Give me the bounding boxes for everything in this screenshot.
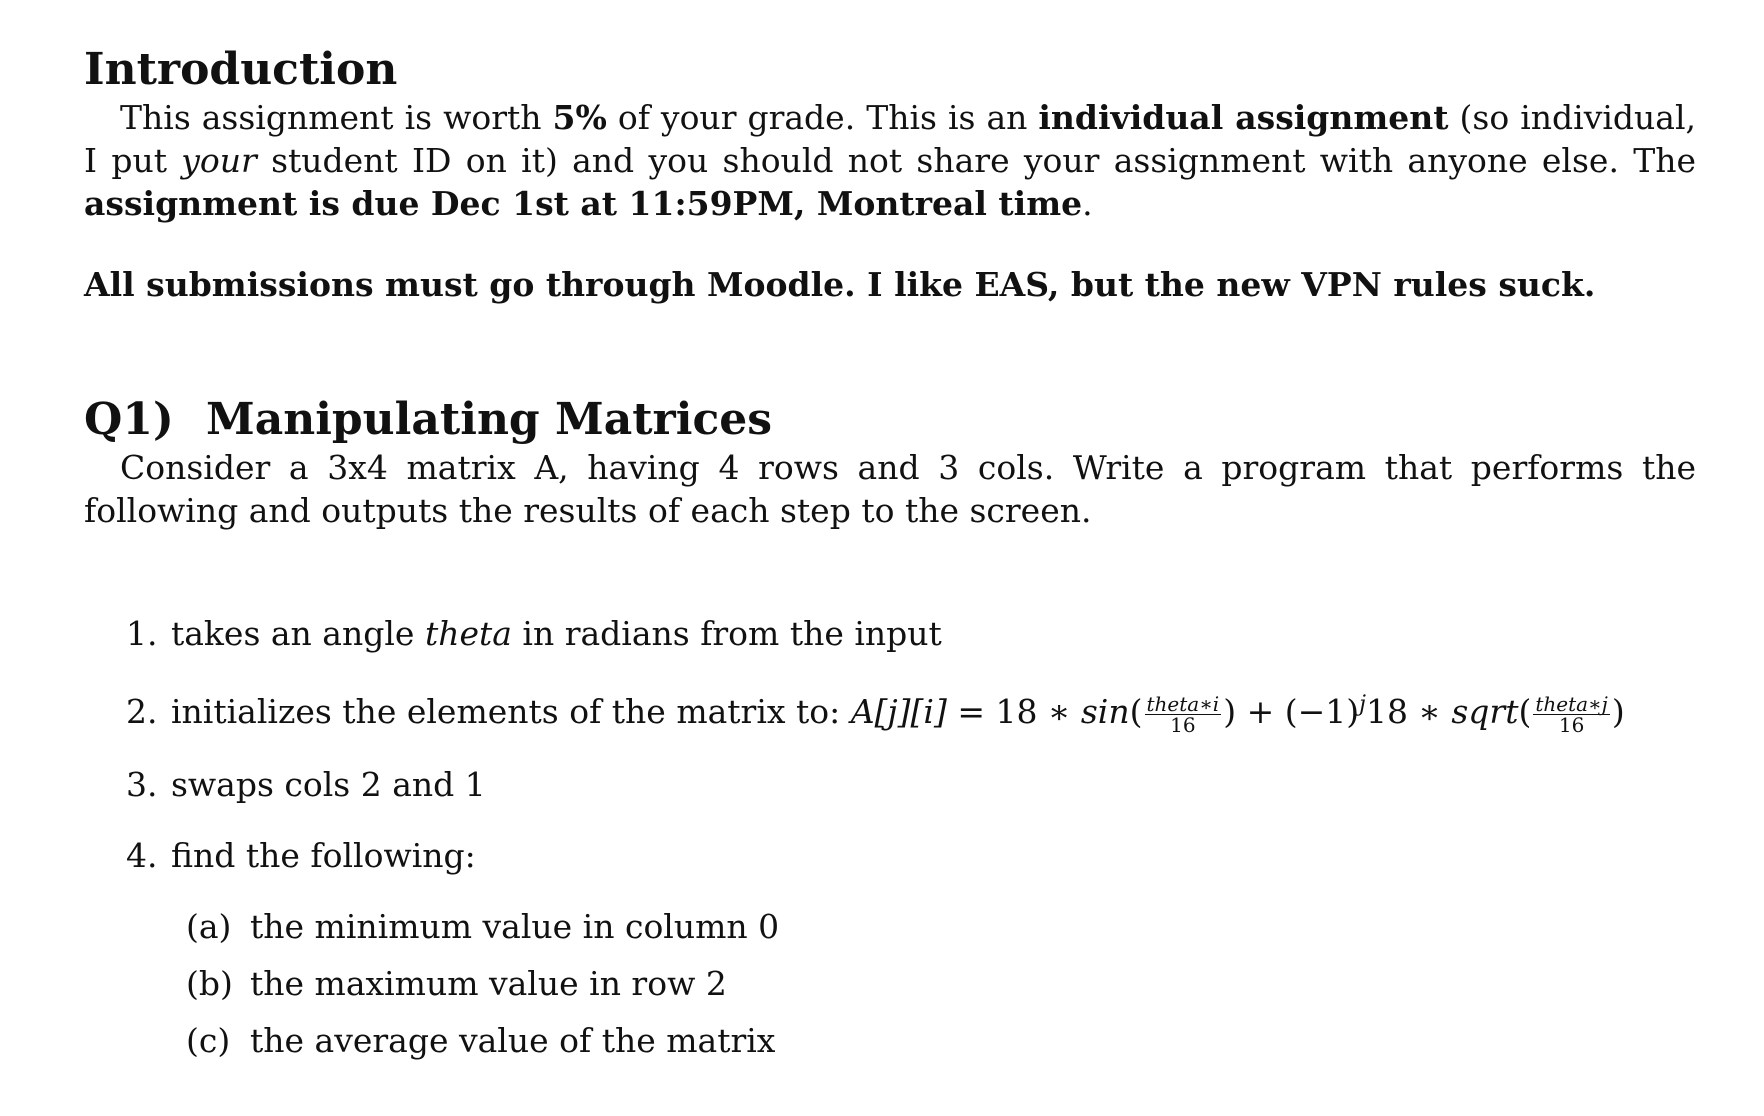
sin-function: sin bbox=[1080, 692, 1130, 731]
document-page bbox=[84, 0, 1696, 1076]
sub-list-item bbox=[186, 962, 1696, 1005]
submission-notice: All submissions must go through Moodle. I like EAS, but the new VPN rules suck. bbox=[84, 265, 1596, 304]
text-run: of your grade. This is an bbox=[606, 98, 1039, 137]
text-run: student ID on it) and you should not share your assignment with anyone else. The bbox=[256, 141, 1697, 180]
your-emphasis: your bbox=[181, 141, 257, 180]
sub-item-text: the minimum value in column 0 bbox=[250, 906, 780, 946]
item-text: swaps cols 2 and 1 bbox=[171, 764, 486, 804]
matrix-formula: A[j][i] = 18 ∗ sin( $\frac{\text{theta∗i}}{16}$ ) + $(-1)^j18$ ∗ sqrt( $\frac{\text{theta∗j}}{16}$ ) bbox=[850, 691, 1625, 737]
steps-list bbox=[84, 612, 1696, 1062]
introduction-paragraph bbox=[84, 96, 1696, 225]
fraction bbox=[1145, 691, 1222, 737]
item-text bbox=[171, 683, 1625, 735]
formula-part: = 18 ∗ bbox=[946, 692, 1081, 731]
introduction-heading: Introduction bbox=[84, 44, 398, 95]
sub-steps-list bbox=[126, 905, 1696, 1062]
denominator: 16 bbox=[1170, 712, 1196, 737]
text-run: . bbox=[1082, 184, 1093, 223]
sub-item-text: the maximum value in row 2 bbox=[250, 963, 727, 1003]
sub-item-text: the average value of the matrix bbox=[250, 1020, 776, 1060]
q1-description: Consider a 3x4 matrix A, having 4 rows and 3 cols. Write a program that performs the following and outputs the results of each step to the screen. bbox=[84, 448, 1696, 530]
due-date-emphasis: assignment is due Dec 1st at 11:59PM, Montreal time bbox=[84, 184, 1083, 223]
item-number: 2. bbox=[126, 692, 158, 731]
numerator: theta∗j bbox=[1535, 691, 1608, 716]
formula-part: ) + (−1) bbox=[1223, 692, 1360, 731]
item-text: find the following: bbox=[171, 835, 476, 875]
text-run: initializes the elements of the matrix to: bbox=[171, 692, 851, 731]
text-run: (so individual, I put bbox=[84, 98, 1697, 180]
sub-item-label: (a) bbox=[186, 906, 232, 946]
sub-item-label: (c) bbox=[186, 1020, 231, 1060]
grade-weight: 5% bbox=[552, 98, 607, 137]
list-item bbox=[126, 612, 1696, 655]
numerator: theta∗i bbox=[1146, 691, 1220, 716]
q1-heading bbox=[84, 394, 1696, 446]
item-number: 3. bbox=[126, 764, 158, 804]
denominator: 16 bbox=[1558, 712, 1585, 737]
formula-part: ) bbox=[1611, 692, 1625, 731]
exponent: j bbox=[1359, 692, 1366, 717]
text-run: in radians from the input bbox=[511, 614, 942, 653]
item-text bbox=[171, 612, 942, 655]
list-item bbox=[126, 683, 1696, 735]
theta-emphasis: theta bbox=[424, 614, 512, 653]
sub-item-label: (b) bbox=[186, 963, 233, 1003]
list-item bbox=[126, 834, 1696, 877]
list-item bbox=[126, 763, 1696, 806]
text-run: takes an angle bbox=[171, 614, 425, 653]
formula-part: 18 ∗ bbox=[1365, 692, 1452, 731]
sub-list-item bbox=[186, 1019, 1696, 1062]
sqrt-function: sqrt bbox=[1451, 692, 1519, 731]
fraction bbox=[1533, 691, 1610, 737]
item-number: 1. bbox=[126, 614, 158, 653]
text-run: This assignment is worth bbox=[120, 98, 553, 137]
formula-lhs: A[j][i] bbox=[850, 692, 947, 731]
sub-list-item bbox=[186, 905, 1696, 948]
q1-title: Manipulating Matrices bbox=[206, 394, 773, 445]
individual-assignment-emphasis: individual assignment bbox=[1038, 98, 1449, 137]
item-number: 4. bbox=[126, 835, 158, 875]
q1-number: Q1) bbox=[84, 394, 174, 445]
